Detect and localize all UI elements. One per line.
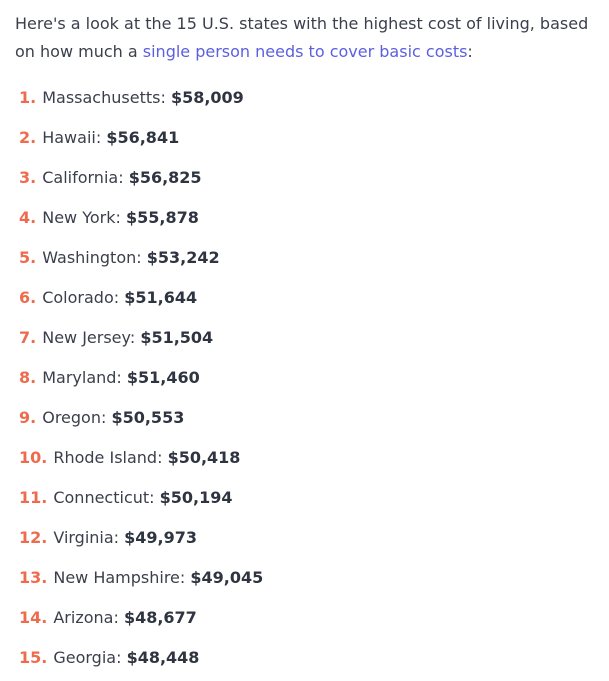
state-name: Georgia:: [53, 648, 122, 667]
rank-number: 6.: [19, 288, 37, 307]
rank-number: 8.: [19, 368, 37, 387]
cost-value: $50,553: [111, 408, 185, 427]
list-item: [19, 248, 609, 268]
intro-text-line1: Here's a look at the 15 U.S. states with the highest cost of living, based: [15, 14, 589, 33]
state-name: New Jersey:: [42, 328, 136, 347]
state-name: Oregon:: [42, 408, 107, 427]
intro-text-suffix: :: [467, 42, 473, 61]
state-name: Washington:: [42, 248, 142, 267]
cost-value: $56,825: [128, 168, 202, 187]
state-name: Connecticut:: [53, 488, 155, 507]
state-name: California:: [42, 168, 124, 187]
cost-value: $48,448: [126, 648, 200, 667]
cost-value: $49,973: [124, 528, 198, 547]
rank-number: 10.: [19, 448, 48, 467]
list-item: [19, 448, 609, 468]
rank-number: 2.: [19, 128, 37, 147]
rank-number: 9.: [19, 408, 37, 427]
cost-value: $56,841: [106, 128, 180, 147]
state-name: Virginia:: [53, 528, 120, 547]
state-name: Hawaii:: [42, 128, 102, 147]
rank-number: 15.: [19, 648, 48, 667]
cost-value: $51,504: [140, 328, 214, 347]
rank-number: 4.: [19, 208, 37, 227]
cost-value: $51,460: [126, 368, 200, 387]
list-item: [19, 368, 609, 388]
state-cost-list: [15, 88, 609, 668]
intro-paragraph: [15, 10, 609, 66]
state-name: New Hampshire:: [53, 568, 186, 587]
cost-value: $50,418: [167, 448, 241, 467]
state-name: Colorado:: [42, 288, 120, 307]
list-item: [19, 528, 609, 548]
state-name: New York:: [42, 208, 121, 227]
rank-number: 5.: [19, 248, 37, 267]
state-name: Arizona:: [53, 608, 119, 627]
cost-value: $55,878: [125, 208, 199, 227]
state-name: Massachusetts:: [42, 88, 166, 107]
state-name: Rhode Island:: [53, 448, 163, 467]
list-item: [19, 608, 609, 628]
cost-value: $48,677: [123, 608, 197, 627]
list-item: [19, 328, 609, 348]
cost-value: $49,045: [190, 568, 264, 587]
list-item: [19, 568, 609, 588]
rank-number: 13.: [19, 568, 48, 587]
rank-number: 3.: [19, 168, 37, 187]
list-item: [19, 488, 609, 508]
state-name: Maryland:: [42, 368, 122, 387]
cost-value: $58,009: [170, 88, 244, 107]
rank-number: 7.: [19, 328, 37, 347]
list-item: [19, 88, 609, 108]
rank-number: 12.: [19, 528, 48, 547]
list-item: [19, 168, 609, 188]
basic-costs-link[interactable]: single person needs to cover basic costs: [142, 42, 468, 61]
list-item: [19, 288, 609, 308]
intro-text-prefix: on how much a: [15, 42, 143, 61]
list-item: [19, 128, 609, 148]
cost-value: $51,644: [124, 288, 198, 307]
cost-value: $53,242: [146, 248, 220, 267]
list-item: [19, 648, 609, 668]
rank-number: 11.: [19, 488, 48, 507]
cost-value: $50,194: [159, 488, 233, 507]
list-item: [19, 208, 609, 228]
rank-number: 1.: [19, 88, 37, 107]
rank-number: 14.: [19, 608, 48, 627]
list-item: [19, 408, 609, 428]
